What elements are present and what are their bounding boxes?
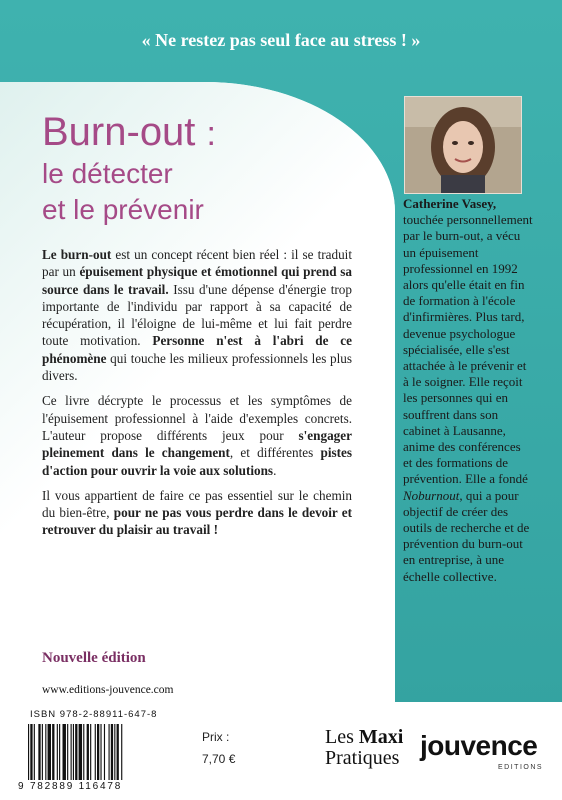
- barcode-bar: [38, 724, 40, 780]
- barcode-bar: [59, 724, 60, 780]
- barcode-bar: [73, 724, 74, 780]
- barcode: [26, 724, 176, 780]
- description-text-run: Le burn-out: [42, 247, 112, 262]
- description-text-run: .: [273, 462, 277, 478]
- edition-label: Nouvelle édition: [42, 650, 146, 666]
- description-text-run: pistes d'action pour ouvrir la voie aux solutions: [42, 445, 352, 478]
- barcode-bar: [111, 724, 113, 780]
- isbn: ISBN 978-2-88911-647-8: [30, 709, 158, 720]
- description-paragraph-1: [42, 246, 352, 384]
- description-text-run: Il vous appartient de faire ce pas essentiel sur le chemin du bien-être,: [42, 487, 352, 521]
- barcode-bar: [42, 724, 43, 780]
- author-bio-run: , qui a pour objectif de créer des outils de recherche et de prévention du burn-out en entreprise, à une échelle collective.: [403, 487, 530, 584]
- barcode-bar: [83, 724, 84, 780]
- author-bio-run: Noburnout: [403, 487, 460, 503]
- author-bio-text: [403, 212, 533, 583]
- barcode-bar: [67, 724, 68, 780]
- description-text-run: pour ne pas vous perdre dans le devoir et retrouver du plaisir au travail !: [42, 505, 353, 538]
- publisher-logo: [420, 724, 542, 780]
- description-text-run: épuisement physique et émotionnel qui prend sa source dans le travail.: [42, 264, 353, 297]
- publisher-website: www.editions-jouvence.com: [42, 684, 174, 696]
- barcode-bar: [109, 724, 110, 780]
- description-paragraph-2: [42, 392, 352, 478]
- author-photo: [404, 96, 522, 194]
- description-text-run: qui touche les milieux professionnels les plus divers.: [42, 350, 352, 384]
- barcode-bar: [34, 724, 35, 780]
- barcode-bar: [104, 724, 105, 780]
- barcode-bar: [95, 724, 96, 780]
- title-line-1: Burn-out: [42, 110, 196, 154]
- description-text-run: Personne n'est à l'abri de ce phénomène: [42, 333, 352, 366]
- title-line-2: le détecter: [42, 158, 173, 189]
- barcode-bar: [90, 724, 91, 780]
- barcode-bar: [63, 724, 66, 780]
- collection-logo: [325, 727, 403, 769]
- title-colon: :: [206, 115, 216, 153]
- barcode-bar: [57, 724, 58, 780]
- description-text-run: Ce livre décrypte le processus et les symptômes de l'épuisement professionnel à l'aide d'exemples concrets. L'auteur propose différents jeux pour: [42, 393, 352, 443]
- title-line-3: et le prévenir: [42, 194, 204, 225]
- barcode-bar: [87, 724, 89, 780]
- barcode-bar: [30, 724, 32, 780]
- description-text-run: , et différentes: [229, 445, 321, 461]
- barcode-bar: [28, 724, 29, 780]
- price-value: 7,70 €: [202, 752, 236, 766]
- collection-maxi: Maxi: [358, 726, 404, 748]
- barcode-digits: 9 782889 116478: [18, 781, 123, 792]
- author-bio-run: touchée personnellement par le burn-out, a vécu un épuisement professionnel en 1992 alors qu'elle était en fin de formation à l'école d'infirmières. Plus tard, devenue psychologue spécialisée, elle s'est attachée à le prévenir et à le soigner. Elle reçoit les personnes qui en souffrent dans son cabinet à Lausanne, anime des conférences et des formations de prévention. Elle a fondé: [403, 212, 533, 487]
- author-portrait-image: [405, 97, 521, 193]
- tagline: « Ne restez pas seul face au stress ! »: [141, 30, 421, 50]
- description-text-run: est un concept récent bien réel : il se traduit par un: [42, 247, 352, 280]
- description: [42, 246, 352, 547]
- description-paragraph-3: [42, 487, 352, 539]
- barcode-bar: [52, 724, 54, 780]
- barcode-bar: [97, 724, 99, 780]
- barcode-bar: [45, 724, 46, 780]
- author-bio: [403, 196, 533, 585]
- description-text-run: Issu d'une dépense d'énergie trop importante de l'individu par rapport à sa capacité de récupération, il l'éloigne de lui-même et lui fait perdre toute motivation.: [42, 281, 352, 349]
- price-label: Prix :: [202, 730, 230, 744]
- publisher-sub: EDITIONS: [498, 764, 544, 771]
- barcode-bar: [79, 724, 82, 780]
- collection-pratiques: Pratiques: [325, 747, 400, 769]
- author-name: Catherine Vasey,: [403, 196, 497, 211]
- collection-les: Les: [325, 726, 354, 748]
- barcode-bar: [100, 724, 101, 780]
- description-text-run: s'engager pleinement dans le changement: [42, 427, 352, 461]
- barcode-bar: [121, 724, 122, 780]
- barcode-bar: [117, 724, 119, 780]
- barcode-bar: [114, 724, 115, 780]
- barcode-bar: [48, 724, 51, 780]
- barcode-bar: [71, 724, 72, 780]
- book-title: [42, 110, 216, 228]
- barcode-bar: [75, 724, 77, 780]
- publisher-name: jouvence: [420, 730, 538, 761]
